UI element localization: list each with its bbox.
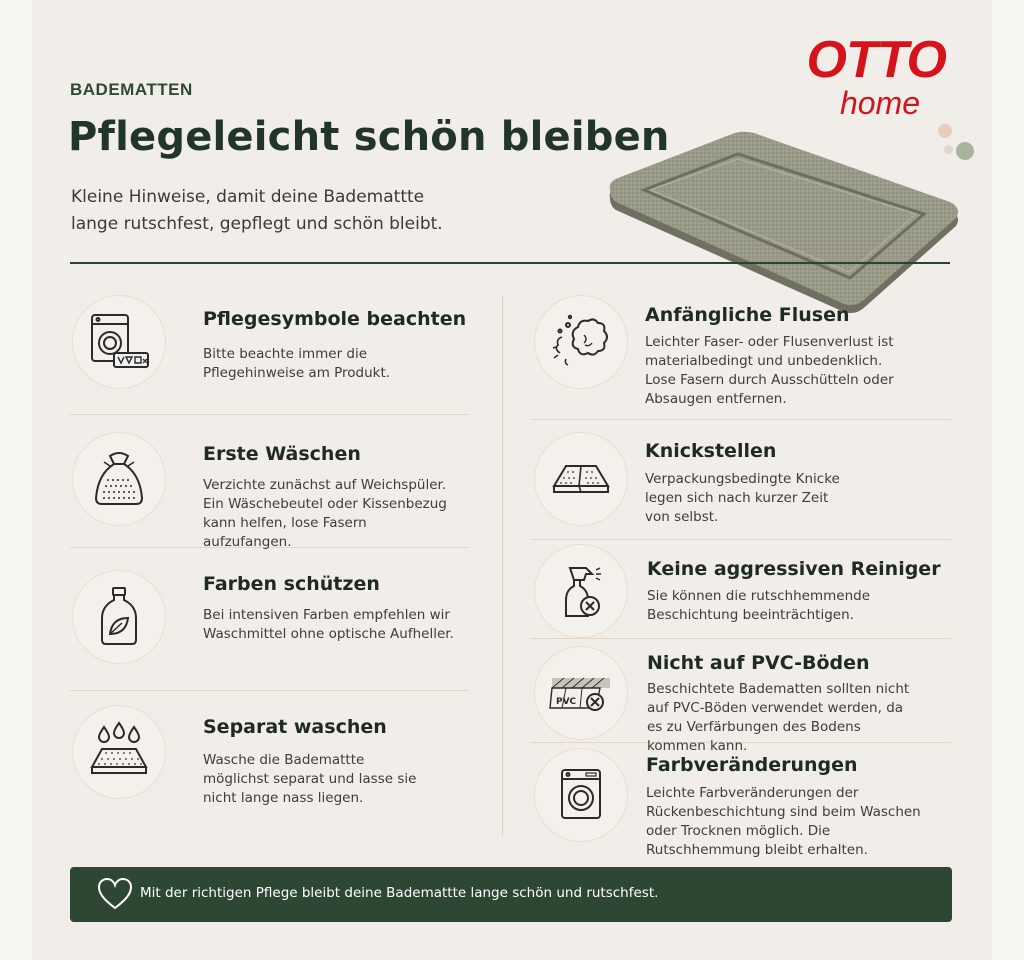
tip-title: Anfängliche Flusen — [645, 304, 850, 326]
detergent-bottle-icon — [86, 584, 152, 650]
lint-fluff-icon — [548, 309, 614, 375]
icon-circle — [534, 295, 628, 389]
header-divider — [70, 262, 950, 264]
tip-title: Farben schützen — [203, 573, 380, 595]
row-divider — [530, 539, 951, 540]
tip-title: Pflegesymbole beachten — [203, 308, 467, 330]
icon-circle — [534, 748, 628, 842]
tip-text: Verzichte zunächst auf Weichspüler. Ein Wäschebeutel oder Kissenbezug kann helfen, lose Fasern aufzufangen. — [203, 477, 447, 550]
tip-title: Farbveränderungen — [646, 754, 858, 776]
tip-text: Bei intensiven Farben empfehlen wir Waschmittel ohne optische Aufheller. — [203, 607, 454, 642]
washing-machine-care-label-icon — [86, 309, 152, 375]
icon-circle — [534, 544, 628, 638]
spray-bottle-no-icon — [548, 558, 614, 624]
bath-mat-illustration — [604, 128, 964, 318]
row-divider — [70, 690, 469, 691]
row-divider — [530, 638, 951, 639]
tip-title: Knickstellen — [645, 440, 777, 462]
logo-sub: home — [839, 85, 920, 121]
icon-circle — [72, 570, 166, 664]
folded-mat-icon — [548, 446, 614, 512]
icon-circle — [534, 432, 628, 526]
laundry-bag-icon — [86, 446, 152, 512]
footer-text: Mit der richtigen Pflege bleibt deine Bademattte lange schön und rutschfest. — [140, 885, 659, 901]
tip-text: Sie können die rutschhemmende Beschichtung beeinträchtigen. — [647, 588, 871, 623]
column-divider — [502, 296, 503, 836]
otto-home-logo — [796, 30, 956, 130]
logo-brand: OTTO — [806, 31, 946, 89]
row-divider — [70, 414, 469, 415]
tip-title: Keine aggressiven Reiniger — [647, 558, 941, 580]
tip-text: Leichte Farbveränderungen der Rückenbeschichtung sind beim Waschen oder Trocknen möglich. Die Rutschhemmung bleibt erhalten. — [646, 785, 921, 858]
page-subtitle: Kleine Hinweise, damit deine Bademattte lange rutschfest, gepflegt und schön bleibt. — [71, 187, 443, 234]
water-drops-mat-icon — [86, 719, 152, 785]
footer-banner — [70, 867, 952, 922]
tip-title: Nicht auf PVC-Böden — [647, 652, 870, 674]
icon-circle — [72, 432, 166, 526]
tip-text: Leichter Faser- oder Flusenverlust ist materialbedingt und unbedenklich. Lose Fasern durch Ausschütteln oder Absaugen entfernen. — [645, 334, 894, 407]
pvc-label: PVC — [556, 697, 577, 707]
icon-circle — [534, 646, 628, 740]
pvc-floor-no-icon — [548, 660, 614, 726]
icon-circle — [72, 295, 166, 389]
page-title: Pflegeleicht schön bleiben — [68, 114, 670, 160]
icon-circle — [72, 705, 166, 799]
tip-text: Bitte beachte immer die Pflegehinweise am Produkt. — [203, 346, 391, 381]
heart-icon — [97, 877, 133, 911]
tip-text: Beschichtete Badematten sollten nicht auf PVC-Böden verwendet werden, da es zu Verfärbungen des Bodens kommen kann. — [647, 681, 910, 754]
tip-text: Verpackungsbedingte Knicke legen sich nach kurzer Zeit von selbst. — [645, 471, 840, 525]
tip-title: Separat waschen — [203, 716, 387, 738]
kicker-label: BADEMATTEN — [70, 80, 193, 99]
row-divider — [530, 419, 951, 420]
tip-text: Wasche die Bademattte möglichst separat und lasse sie nicht lange nass liegen. — [203, 752, 417, 806]
washing-machine-icon — [548, 762, 614, 828]
tip-title: Erste Wäschen — [203, 443, 361, 465]
